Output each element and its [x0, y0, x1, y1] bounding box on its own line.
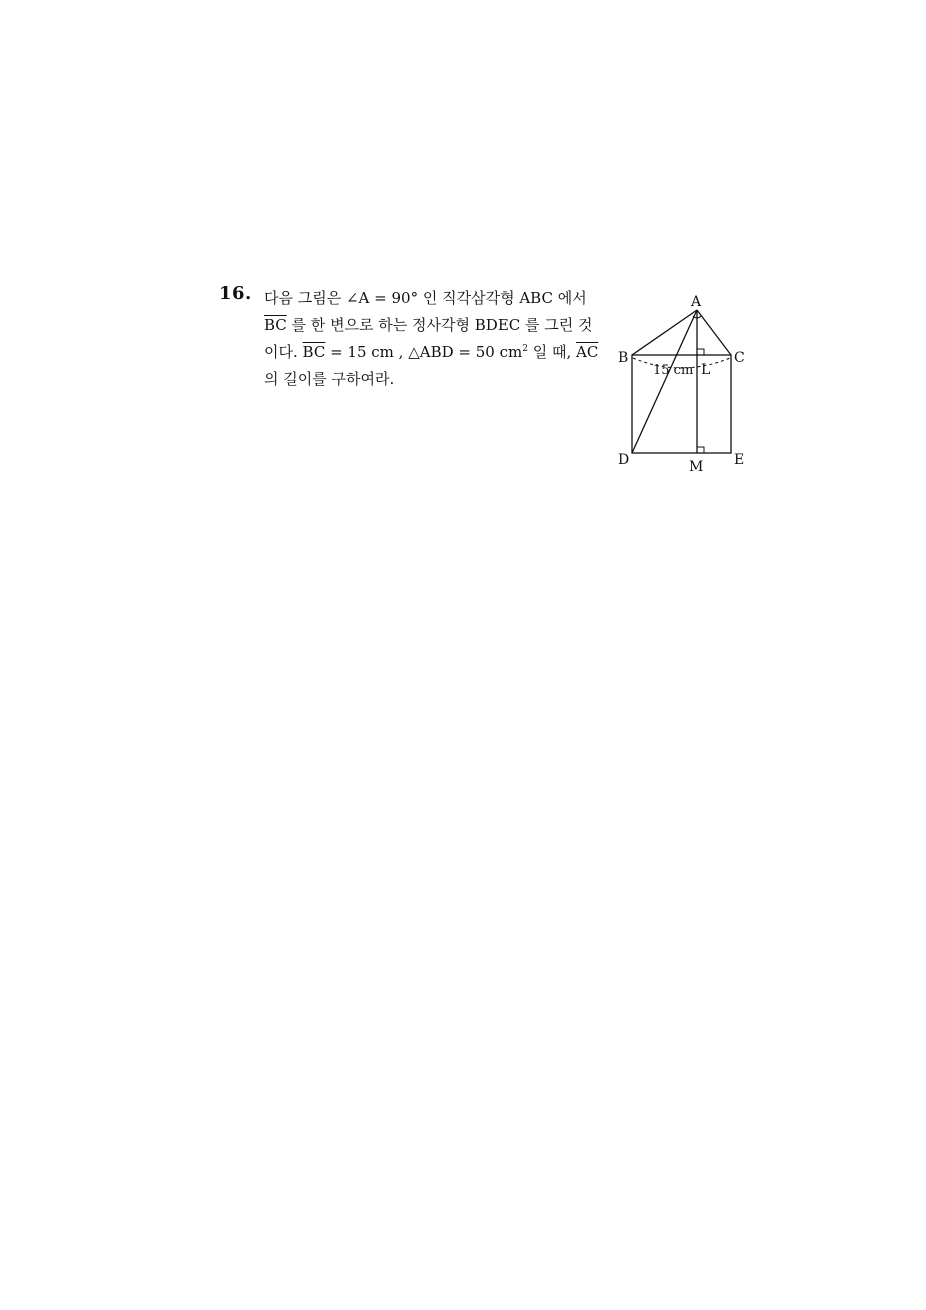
statement-line-2 — [264, 312, 606, 339]
geometry-figure — [610, 285, 760, 485]
segment-ac: $\overline{AC}$ — [576, 343, 599, 361]
statement-line-1: 다음 그림은 ∠A = 90° 인 직각삼각형 ABC 에서 — [264, 289, 587, 307]
right-angle-mark-m — [697, 447, 704, 453]
label-d: D — [618, 452, 630, 468]
statement-line-3 — [264, 339, 606, 366]
segment-ac-line — [697, 310, 731, 355]
label-length: 15 cm — [653, 363, 694, 378]
label-e: E — [734, 452, 745, 468]
statement-line-2-rest: 를 한 변으로 하는 정사각형 BDEC 를 그린 것 — [286, 316, 593, 334]
statement-line-3-b: = 15 cm , △ABD = 50 cm — [325, 343, 523, 361]
segment-ad — [632, 310, 697, 453]
segment-bc: $\overline{BC}$ — [264, 316, 287, 334]
statement-line-4: 의 길이를 구하여라. — [264, 370, 395, 388]
statement-line-3-a: 이다. — [264, 343, 303, 361]
problem-number: 16. — [219, 283, 252, 304]
right-angle-mark-l — [697, 349, 704, 355]
problem-statement — [264, 285, 606, 393]
exponent-2: 2 — [522, 344, 528, 354]
statement-line-3-c: 일 때, — [527, 343, 576, 361]
label-b: B — [618, 350, 629, 366]
segment-bc: $\overline{BC}$ — [302, 343, 326, 361]
label-l: L — [701, 362, 711, 378]
label-m: M — [689, 459, 704, 475]
label-c: C — [734, 350, 745, 366]
label-a: A — [691, 294, 702, 310]
